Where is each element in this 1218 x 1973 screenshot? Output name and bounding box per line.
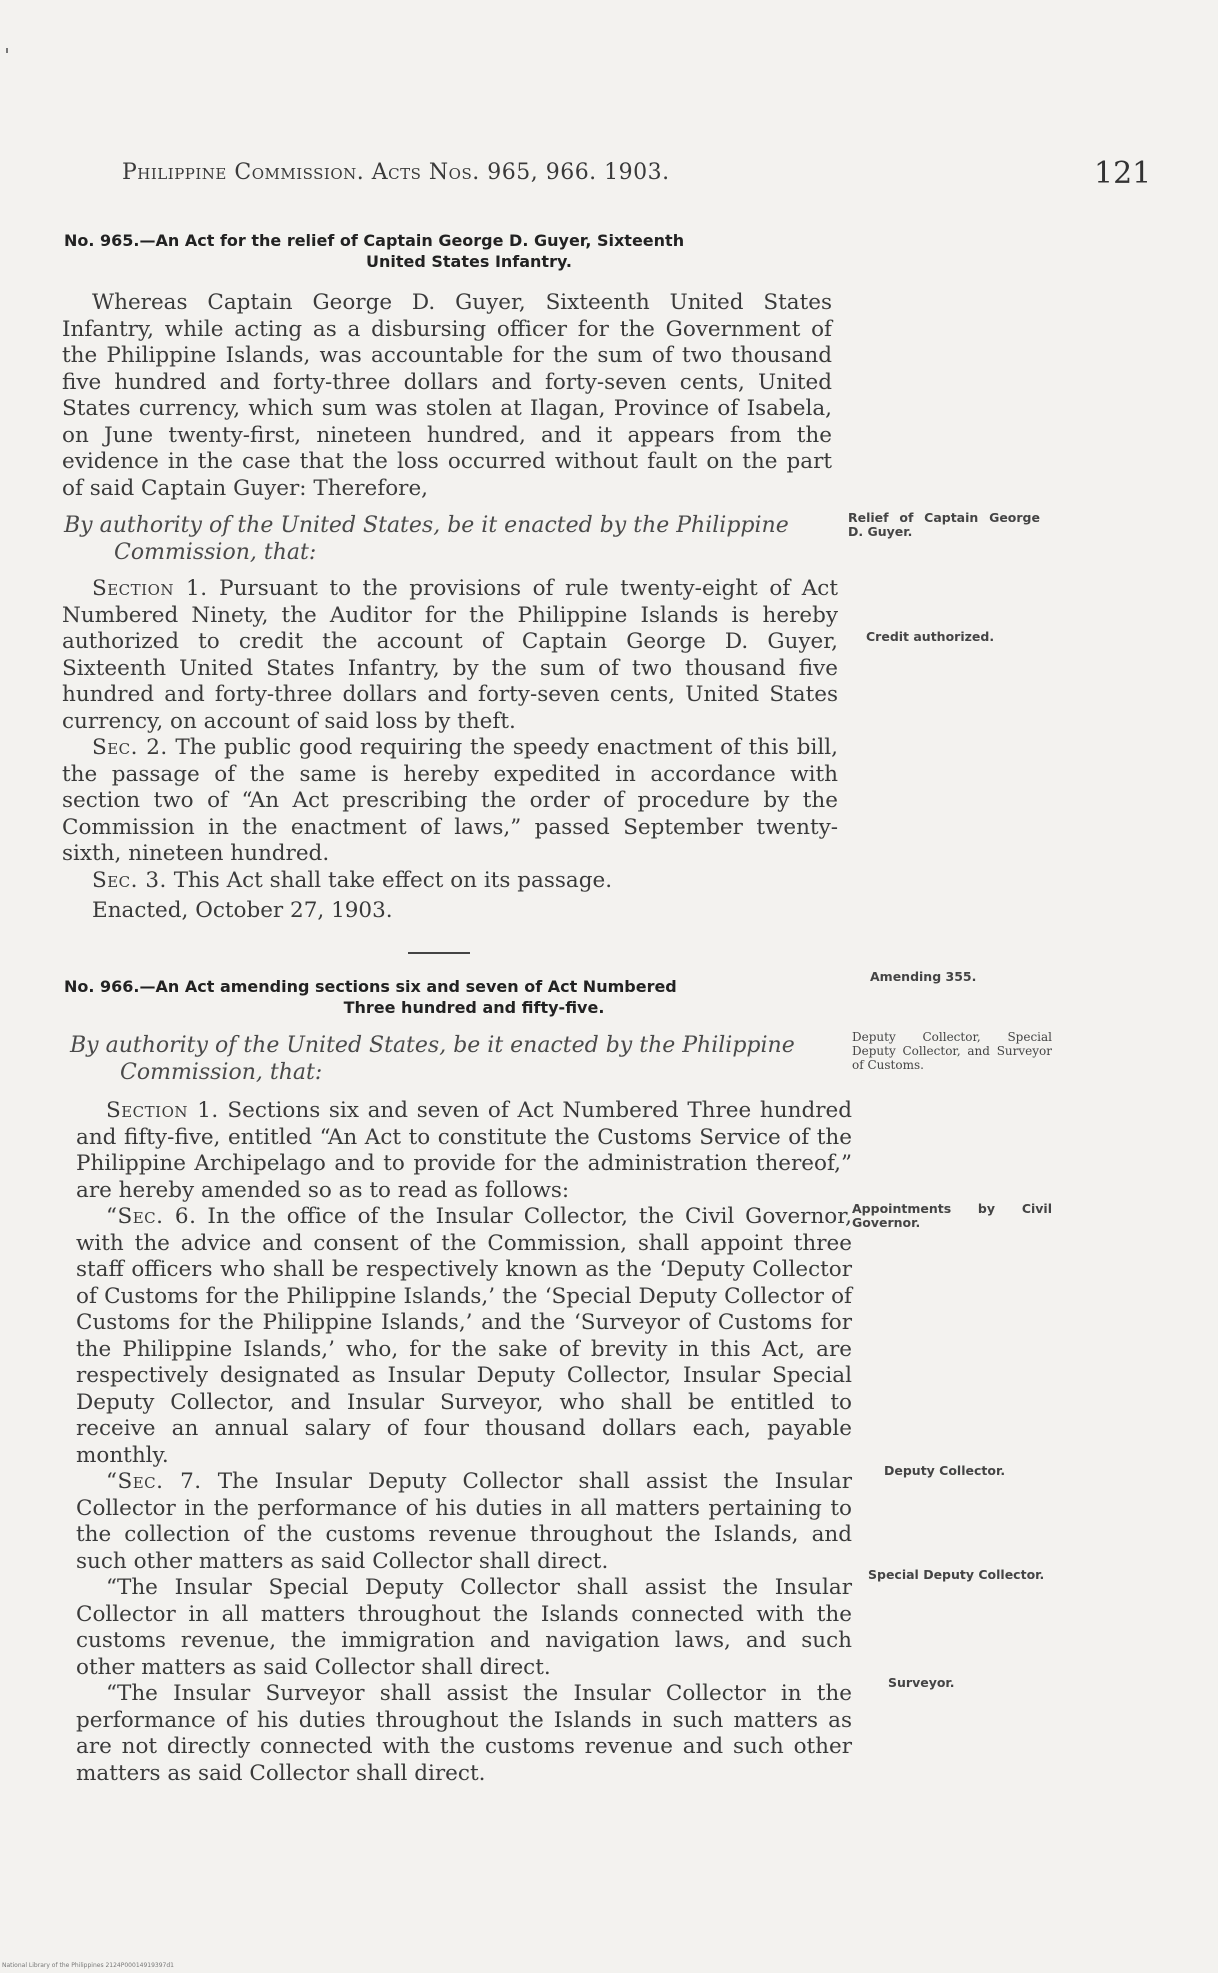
act-966-title	[64, 976, 844, 1018]
section-text: Sections six and seven of Act Numbered Three hundred and fifty-five, entitled “An Act to constitute the Customs Service of the Philippine Archipelago and to provide for the administration thereof,” are hereby amended so as to read as follows:	[76, 1098, 852, 1203]
section-text: The public good requiring the speedy enactment of this bill, the passage of the same is hereby expedited in accordance with section two of “An Act prescribing the order of procedure by the Commission in the enactment of laws,” passed September twenty-sixth, nineteen hundred.	[62, 735, 838, 866]
margin-note-deputy-collector-special: Deputy Collector, Special Deputy Collector, and Surveyor of Customs.	[852, 1030, 1052, 1072]
margin-note-amending: Amending 355.	[870, 969, 977, 984]
act-965-section-1	[62, 576, 838, 735]
act-966-section-1	[76, 1098, 852, 1204]
act-966-title-line2: Three hundred and fifty-five.	[343, 998, 605, 1017]
footer-text: National Library of the Philippines 2124P00014919397d1	[2, 1962, 174, 1969]
margin-note-surveyor: Surveyor.	[888, 1675, 955, 1690]
section-divider	[408, 952, 470, 954]
act-965-title	[64, 230, 834, 272]
enacted-date: Enacted, October 27, 1903.	[92, 898, 393, 923]
act-965-title-line1: No. 965.—An Act for the relief of Captain George D. Guyer, Sixteenth	[64, 231, 685, 250]
running-head: Philippine Commission. Acts Nos. 965, 966. 1903.	[122, 160, 670, 185]
scan-speck	[6, 48, 8, 53]
enacting-line1: By authority of the United States, be it enacted by the Philippine	[64, 513, 789, 538]
act-966-title-line1: No. 966.—An Act amending sections six and seven of Act Numbered	[64, 977, 677, 996]
section-text: This Act shall take effect on its passage.	[173, 867, 613, 893]
section-label: Sec. 3.	[92, 867, 167, 893]
section-label: Section 1.	[106, 1098, 219, 1123]
section-text: In the office of the Insular Collector, the Civil Governor, with the advice and consent of the Commission, shall appoint three staff officers who shall be respectively known as the ‘Deputy Collector of Customs for the Philippine Islands,’ the ‘Special Deputy Collector of Customs for the Philippine Islands,’ and the ‘Surveyor of Customs for the Philippine Islands,’ who, for the sake of brevity in this Act, are respectively designated as Insular Deputy Collector, Insular Special Deputy Collector, and Insular Surveyor, who shall be entitled to receive an annual salary of four thousand dollars each, payable monthly.	[76, 1204, 852, 1468]
enacting-line2: Commission, that:	[114, 540, 317, 565]
margin-note-credit: Credit authorized.	[866, 629, 995, 644]
margin-note-relief: Relief of Captain George D. Guyer.	[848, 510, 1040, 539]
act-965-title-line2: United States Infantry.	[365, 252, 573, 271]
margin-note-appointments: Appointments by Civil Governor.	[852, 1201, 1052, 1230]
section-text: The Insular Deputy Collector shall assist the Insular Collector in the performance of his duties in all matters pertaining to the collection of the customs revenue throughout the Islands, and such other matters as said Collector shall direct.	[76, 1469, 852, 1574]
special-deputy-paragraph: “The Insular Special Deputy Collector shall assist the Insular Collector in all matters throughout the Islands connected with the customs revenue, the immigration and navigation laws, and such other matters as said Collector shall direct.	[76, 1575, 852, 1680]
section-label: “Sec. 6.	[106, 1204, 197, 1229]
act-965-section-2	[62, 735, 838, 868]
section-label: Section 1.	[92, 576, 208, 601]
margin-note-deputy-collector: Deputy Collector.	[884, 1463, 1006, 1478]
act-966-sections	[76, 1098, 852, 1787]
surveyor-paragraph: “The Insular Surveyor shall assist the Insular Collector in the performance of his duties throughout the Islands in such matters as are not directly connected with the customs revenue and such other matters as said Collector shall direct.	[76, 1681, 852, 1786]
section-label: Sec. 2.	[92, 735, 168, 760]
act-966-section-6	[76, 1204, 852, 1469]
enacting-line2: Commission, that:	[120, 1060, 323, 1085]
act-966-enacting-clause	[70, 1032, 845, 1086]
act-965-enacting-clause	[64, 512, 844, 566]
section-label: “Sec. 7.	[106, 1469, 202, 1494]
act-965-preamble	[62, 290, 832, 502]
enacting-line1: By authority of the United States, be it enacted by the Philippine	[70, 1033, 795, 1058]
page-number: 121	[1094, 156, 1152, 191]
margin-note-special-deputy: Special Deputy Collector.	[868, 1567, 1045, 1582]
act-966-section-7	[76, 1469, 852, 1575]
act-965-sections	[62, 576, 838, 925]
section-text: Pursuant to the provisions of rule twenty-eight of Act Numbered Ninety, the Auditor for the Philippine Islands is hereby authorized to credit the account of Captain George D. Guyer, Sixteenth United States Infantry, by the sum of two thousand five hundred and forty-three dollars and forty-seven cents, United States currency, on account of said loss by theft.	[62, 576, 838, 734]
preamble-text: Whereas Captain George D. Guyer, Sixteenth United States Infantry, while acting as a disbursing officer for the Government of the Philippine Islands, was accountable for the sum of two thousand five hundred and forty-three dollars and forty-seven cents, United States currency, which sum was stolen at Ilagan, Province of Isabela, on June twenty-first, nineteen hundred, and it appears from the evidence in the case that the loss occurred without fault on the part of said Captain Guyer: Therefore,	[62, 290, 832, 501]
act-965-section-3	[62, 868, 838, 895]
